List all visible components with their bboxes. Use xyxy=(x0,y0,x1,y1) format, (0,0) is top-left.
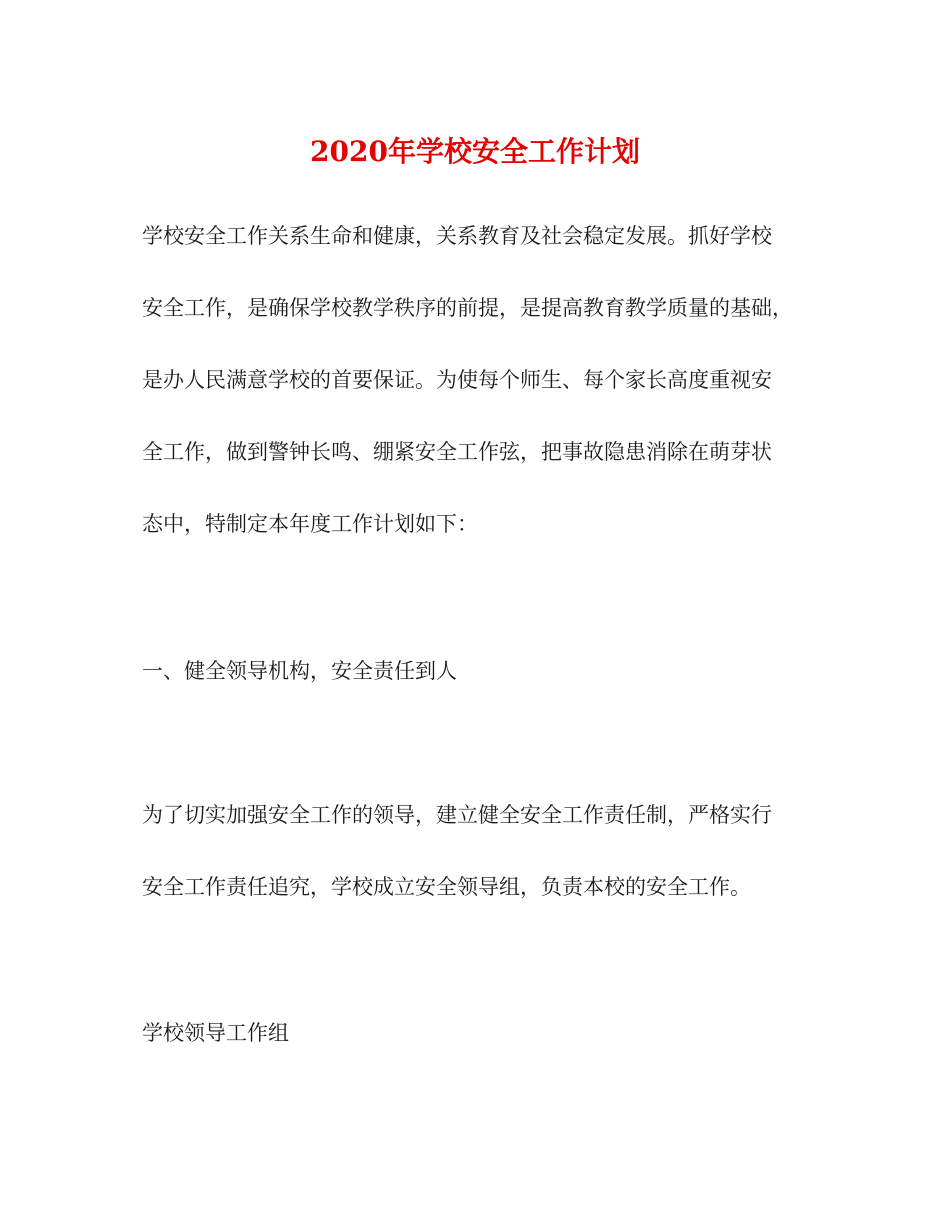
document-title: 2020年学校安全工作计划 xyxy=(310,135,640,168)
paragraph-line: 全工作，做到警钟长鸣、绷紧安全工作弦，把事故隐患消除在萌芽状 xyxy=(142,440,772,464)
paragraph-line: 为了切实加强安全工作的领导，建立健全安全工作责任制，严格实行 xyxy=(142,803,772,827)
intro-paragraph xyxy=(142,221,822,581)
paragraph-line: 学校安全工作关系生命和健康，关系教育及社会稳定发展。抓好学校 xyxy=(142,224,772,248)
section-paragraph xyxy=(142,800,822,944)
paragraph-line: 安全工作，是确保学校教学秩序的前提，是提高教育教学质量的基础， xyxy=(142,296,793,320)
paragraph-line: 安全工作责任追究，学校成立安全领导组，负责本校的安全工作。 xyxy=(142,875,751,899)
subheading: 学校领导工作组 xyxy=(142,1021,289,1045)
paragraph-line: 态中，特制定本年度工作计划如下： xyxy=(142,512,478,536)
paragraph-line: 是办人民满意学校的首要保证。为使每个师生、每个家长高度重视安 xyxy=(142,368,772,392)
section-heading: 一、健全领导机构，安全责任到人 xyxy=(142,659,457,683)
